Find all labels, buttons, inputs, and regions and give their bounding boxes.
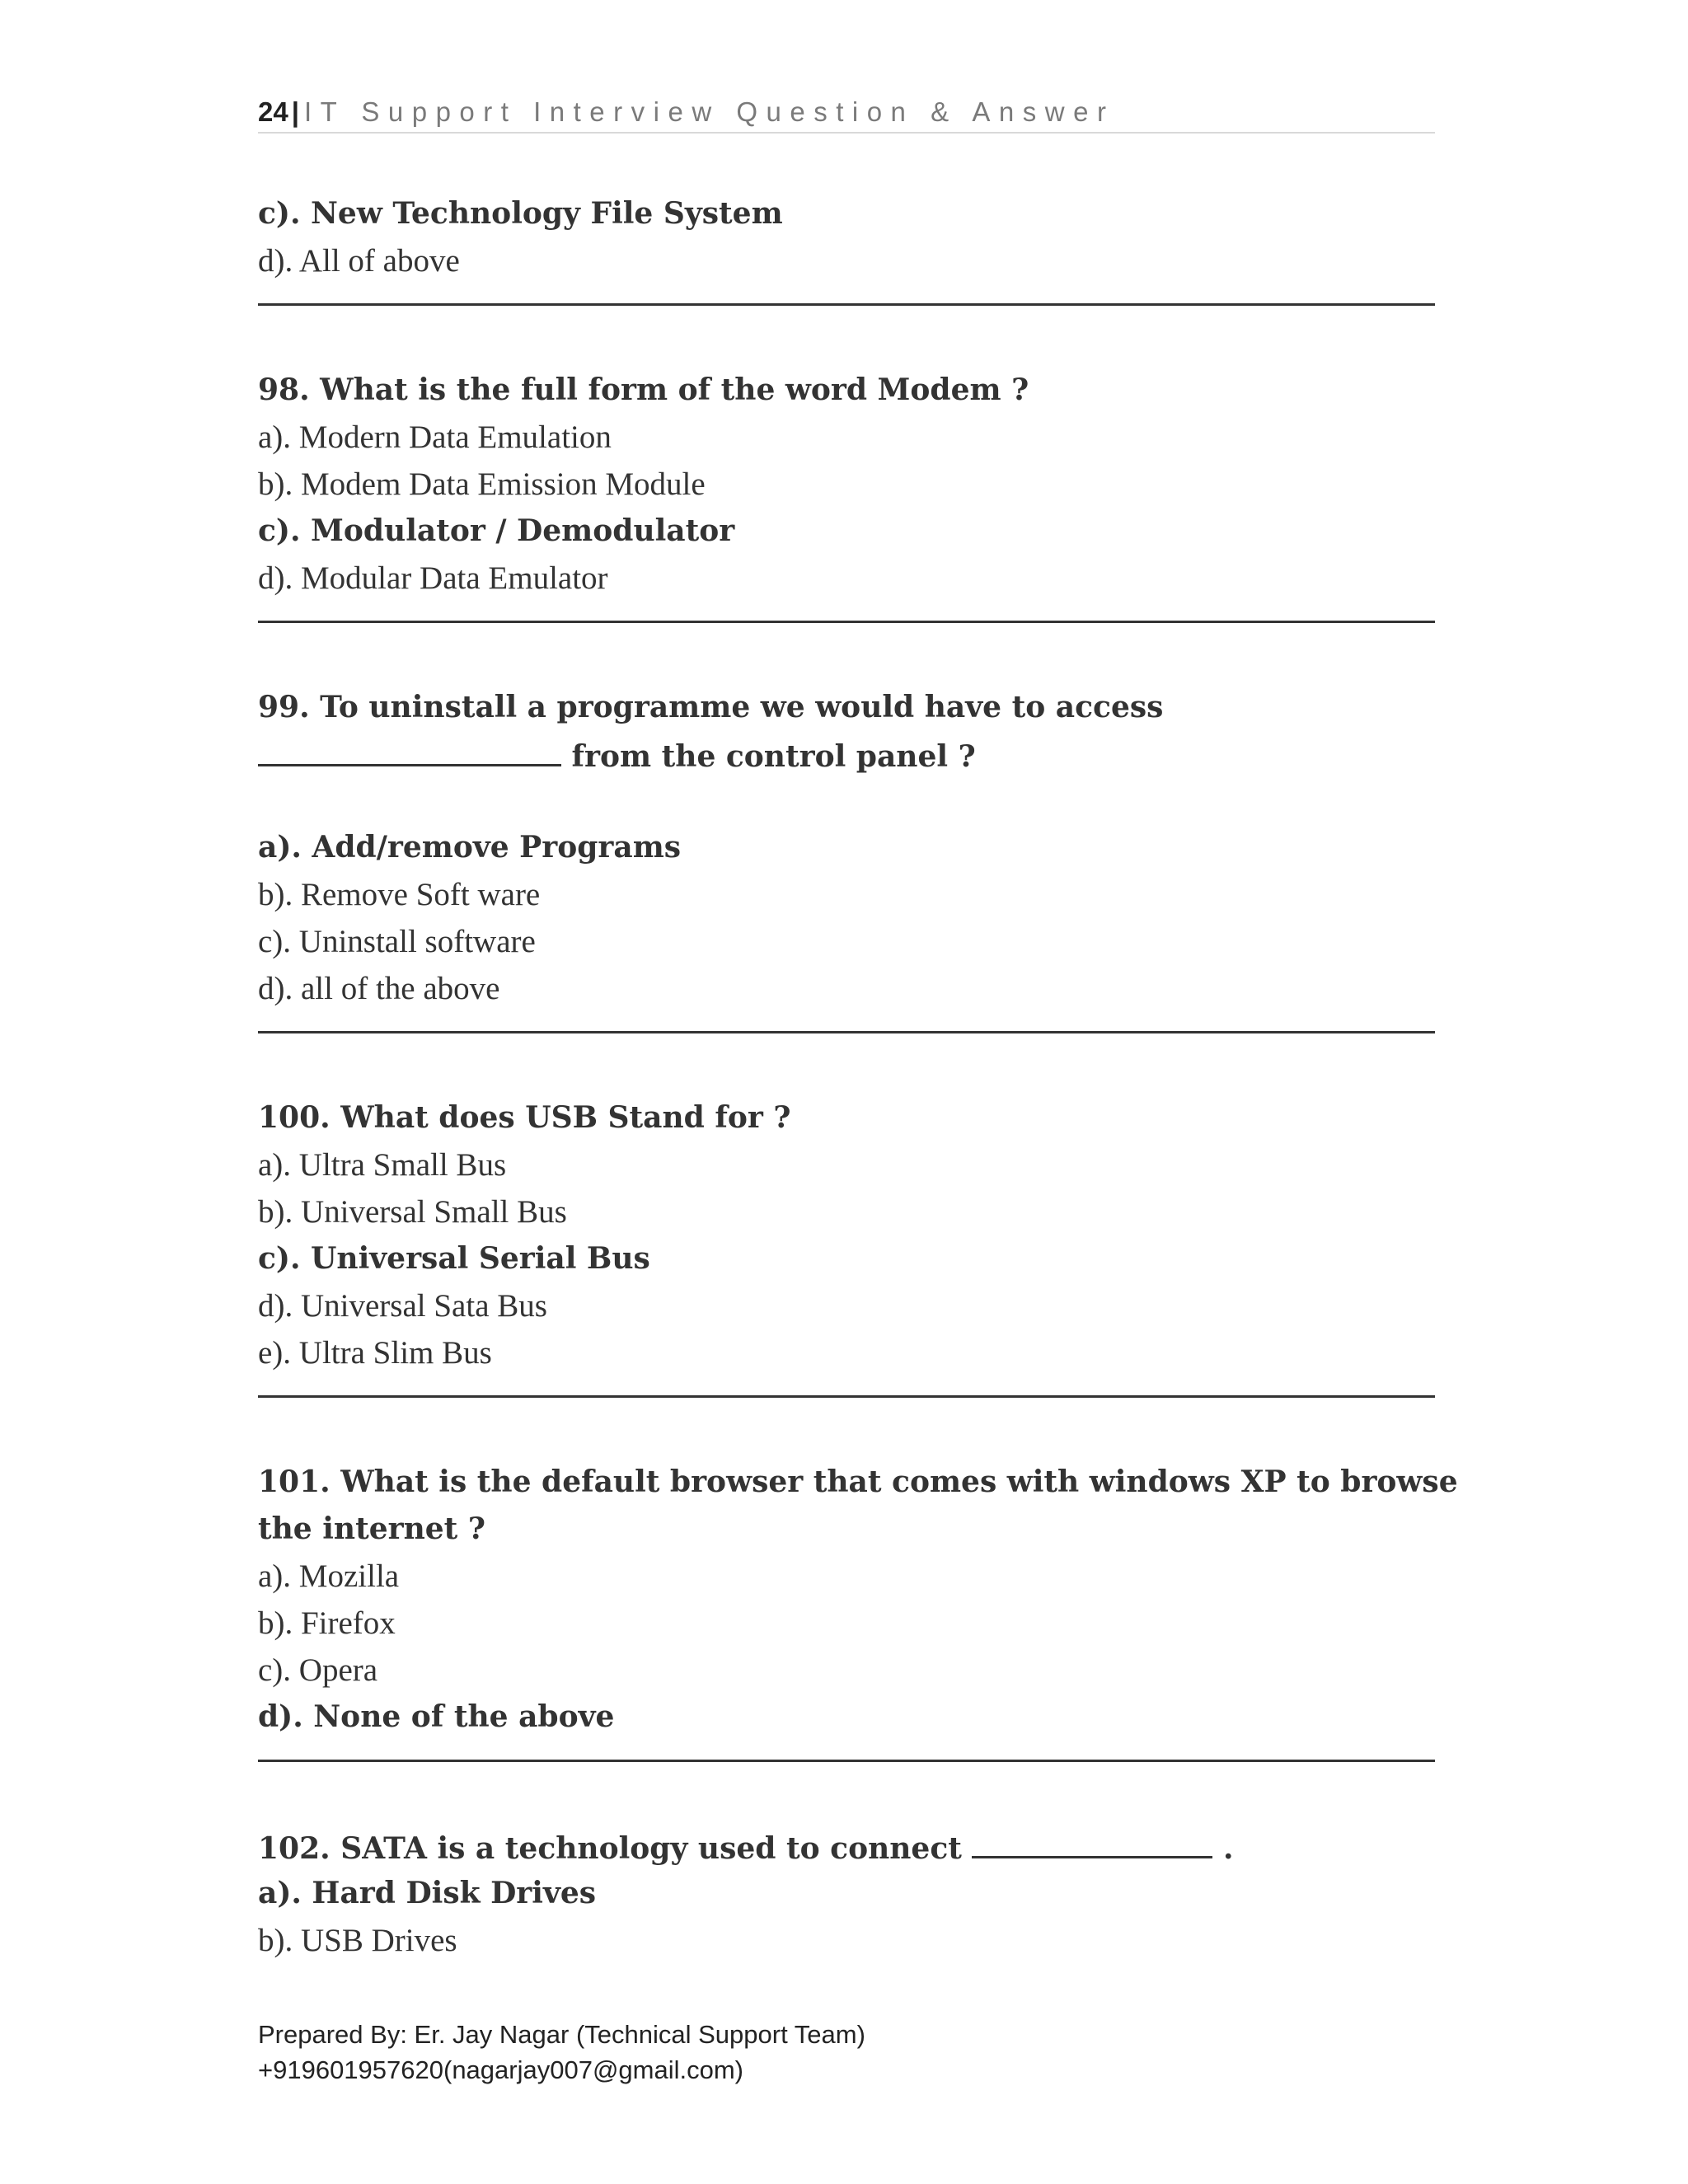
question-101-line2: the internet ? — [258, 1511, 485, 1546]
option: a). Ultra Small Bus — [258, 1147, 507, 1183]
option: b). Modem Data Emission Module — [258, 466, 706, 502]
question-98: 98. What is the full form of the word Modem ? — [258, 373, 1029, 407]
footer-author: Prepared By: Er. Jay Nagar (Technical Support Team) — [258, 2020, 865, 2049]
page-footer — [258, 2017, 865, 2088]
page-number: 24 — [258, 96, 288, 127]
option-correct: a). Add/remove Programs — [258, 830, 682, 865]
option-correct: c). Universal Serial Bus — [258, 1241, 650, 1276]
question-102-text: 102. SATA is a technology used to connect — [258, 1831, 962, 1866]
option: e). Ultra Slim Bus — [258, 1335, 492, 1371]
option: c). Opera — [258, 1652, 378, 1688]
option: a). Mozilla — [258, 1558, 400, 1594]
option: b). Universal Small Bus — [258, 1194, 567, 1230]
page-header — [258, 92, 1435, 134]
option: b). Firefox — [258, 1605, 396, 1641]
fill-in-blank — [972, 1823, 1212, 1858]
option-correct: c). Modulator / Demodulator — [258, 513, 735, 548]
option: b). USB Drives — [258, 1923, 457, 1958]
question-99-line2 — [258, 731, 1437, 778]
option: d). Modular Data Emulator — [258, 560, 608, 596]
fill-in-blank — [258, 731, 561, 766]
footer-contact: +919601957620(nagarjay007@gmail.com) — [258, 2055, 743, 2084]
question-99-line2-text: from the control panel ? — [571, 739, 976, 774]
question-102-end: . — [1222, 1831, 1234, 1866]
option-correct: d). None of the above — [258, 1699, 615, 1734]
option-correct: a). Hard Disk Drives — [258, 1876, 597, 1910]
option: b). Remove Soft ware — [258, 877, 541, 912]
header-separator: | — [291, 96, 299, 127]
option: a). Modern Data Emulation — [258, 419, 612, 455]
option: d). Universal Sata Bus — [258, 1288, 547, 1324]
question-content — [258, 190, 1458, 1964]
question-101-line1: 101. What is the default browser that comes with windows XP to browse — [258, 1465, 1458, 1499]
document-title: IT Support Interview Question & Answer — [303, 96, 1115, 127]
option: d). All of above — [258, 243, 460, 279]
question-100: 100. What does USB Stand for ? — [258, 1100, 791, 1135]
question-99-line1: 99. To uninstall a programme we would have to access — [258, 690, 1164, 724]
question-102 — [258, 1823, 1437, 1870]
option: d). all of the above — [258, 971, 500, 1006]
option: c). Uninstall software — [258, 924, 536, 959]
option-correct: c). New Technology File System — [258, 196, 783, 231]
